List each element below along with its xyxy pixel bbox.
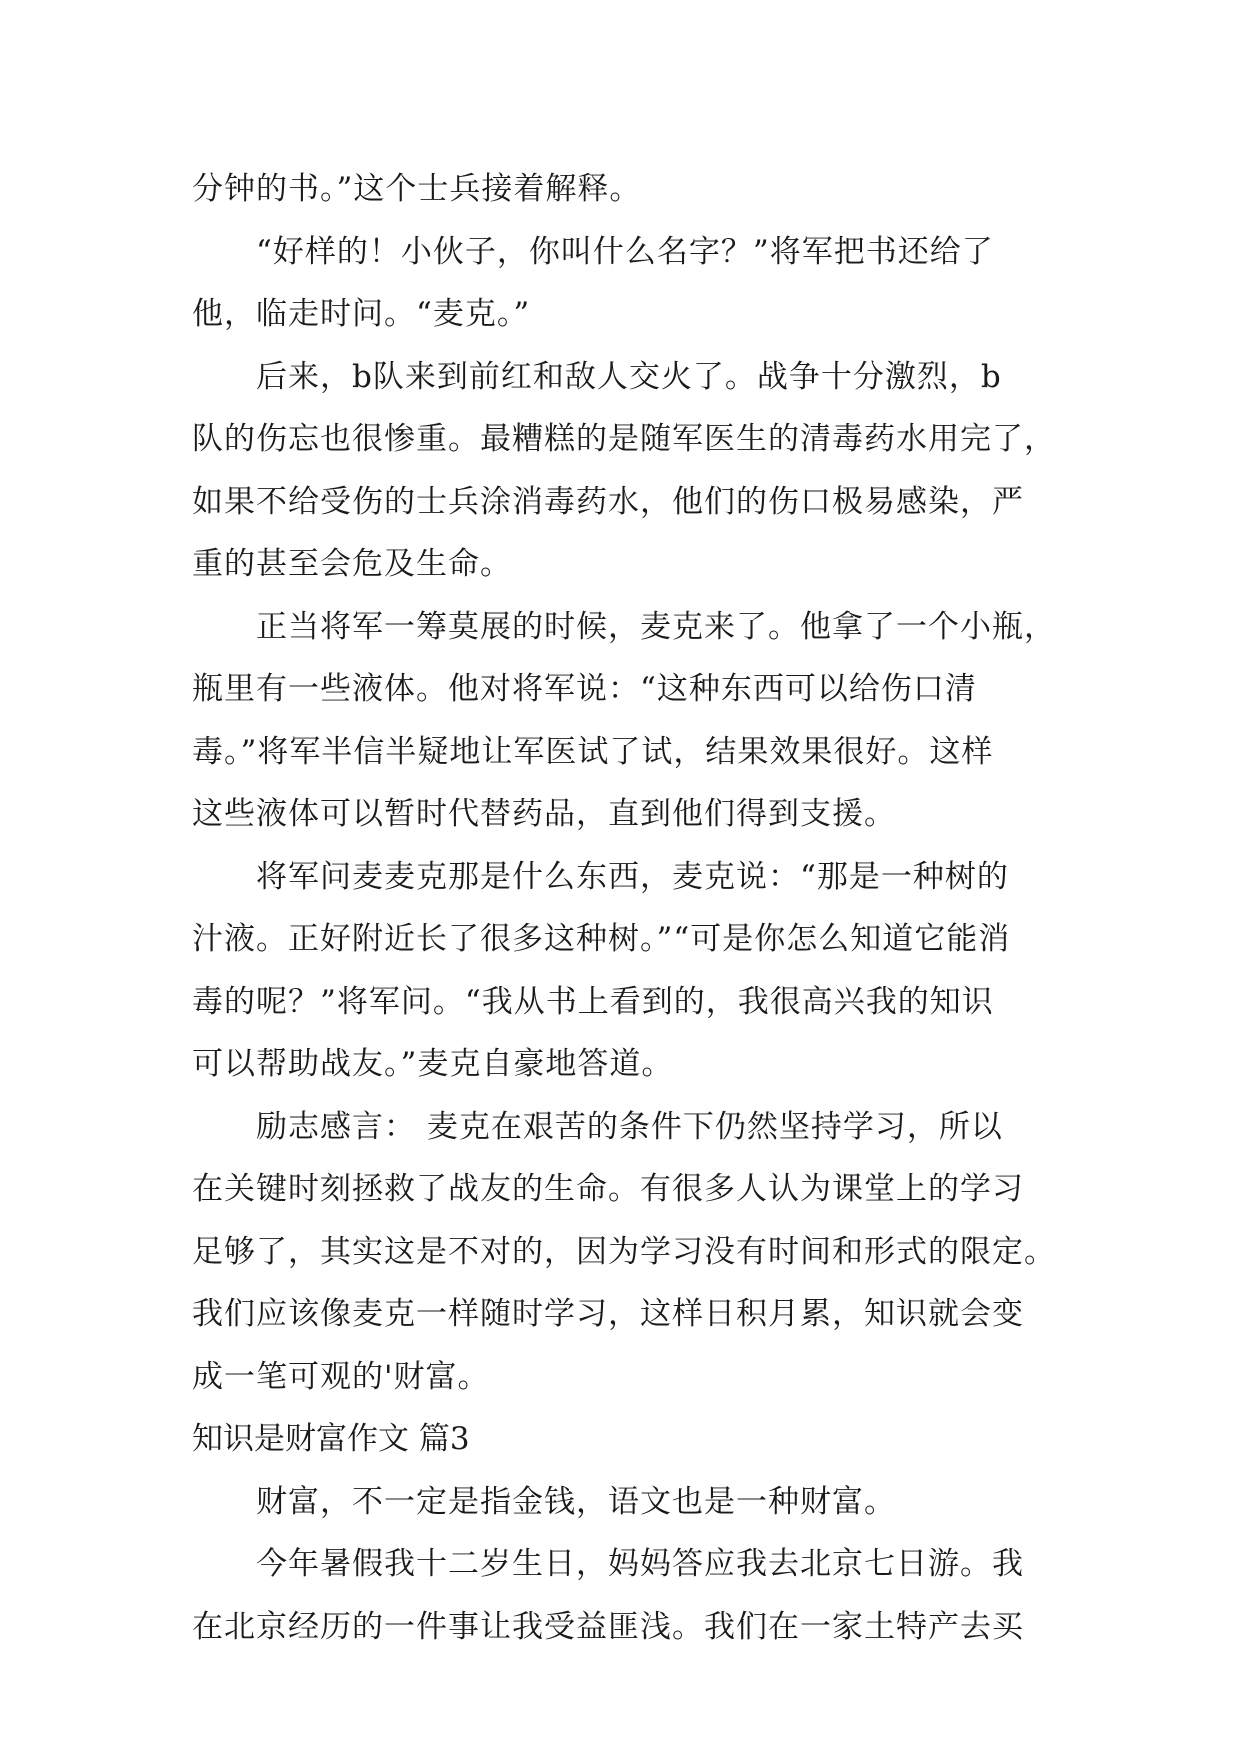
text-line: 分钟的书。”这个士兵接着解释。 [192,171,642,207]
text-line: 在关键时刻拯救了战友的生命。有很多人认为课堂上的学习 [192,1171,1024,1207]
text-line: 我们应该像麦克一样随时学习，这样日积月累，知识就会变 [192,1296,1024,1332]
text-line: 重的甚至会危及生命。 [192,546,512,582]
text-line: “好样的！小伙子，你叫什么名字？”将军把书还给了 [256,233,994,270]
text-line: 正当将军一筹莫展的时候，麦克来了。他拿了一个小瓶， [256,608,1056,645]
text-line: 汁液。正好附近长了很多这种树。”“可是你怎么知道它能消 [192,921,1011,957]
text-line: 励志感言： 麦克在艰苦的条件下仍然坚持学习，所以 [256,1108,1003,1145]
text-line: 毒。”将军半信半疑地让军医试了试，结果效果很好。这样 [192,733,994,770]
text-line: 足够了，其实这是不对的，因为学习没有时间和形式的限定。 [192,1233,1056,1270]
text-line: 瓶里有一些液体。他对将军说：“这种东西可以给伤口清 [192,671,977,707]
text-line: 将军问麦麦克那是什么东西，麦克说：“那是一种树的 [256,858,1009,895]
text-line: 可以帮助战友。”麦克自豪地答道。 [192,1046,674,1082]
text-line: 如果不给受伤的士兵涂消毒药水，他们的伤口极易感染，严 [192,483,1024,520]
text-line: 成一笔可观的'财富。 [192,1358,490,1395]
text-line: 后来，b队来到前红和敌人交火了。战争十分激烈，b [256,358,1002,395]
text-line: 今年暑假我十二岁生日，妈妈答应我去北京七日游。我 [256,1546,1024,1582]
section-heading: 知识是财富作文 篇3 [192,1421,470,1457]
text-line: 在北京经历的一件事让我受益匪浅。我们在一家土特产去买 [192,1608,1024,1645]
text-line: 队的伤忘也很惨重。最糟糕的是随军医生的清毒药水用完了， [192,421,1056,457]
text-line: 他，临走时问。“麦克。” [192,296,531,332]
text-line: 毒的呢？”将军问。“我从书上看到的，我很高兴我的知识 [192,983,994,1020]
text-line: 财富，不一定是指金钱，语文也是一种财富。 [256,1483,896,1520]
text-line: 这些液体可以暂时代替药品，直到他们得到支援。 [192,796,896,832]
document-body [192,158,1056,1658]
